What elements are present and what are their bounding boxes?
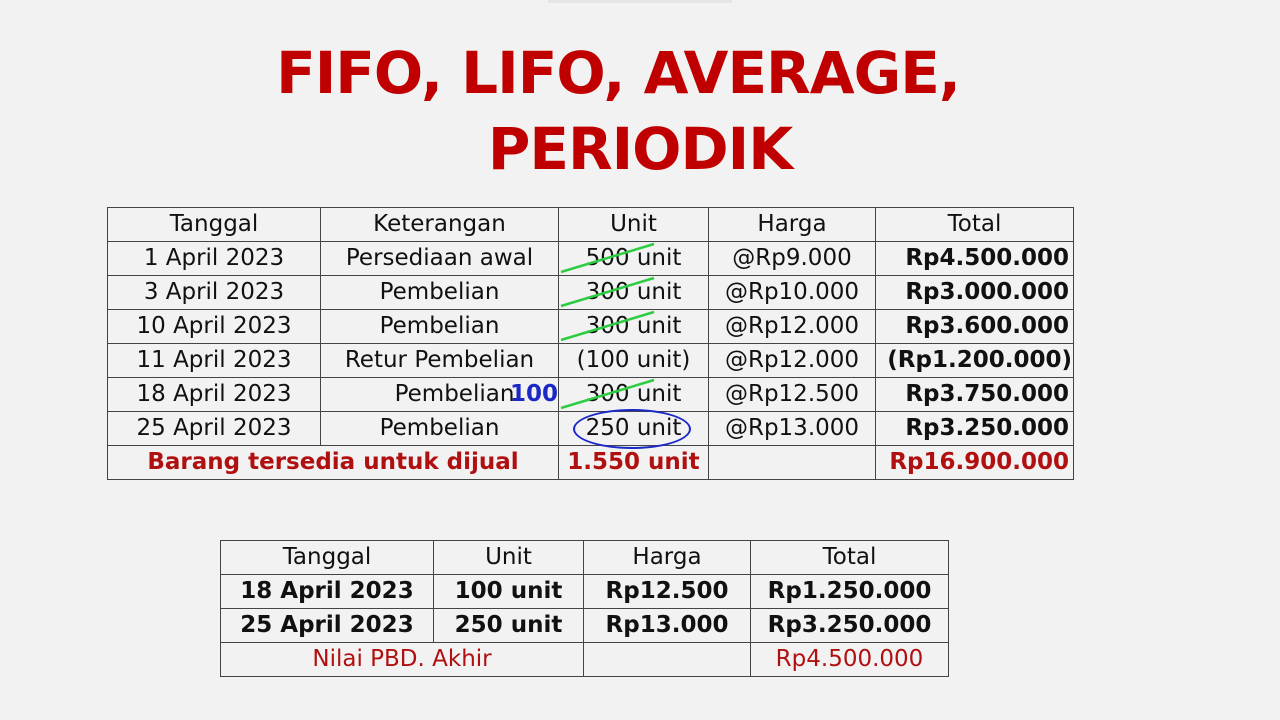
cell-harga: Rp13.000: [584, 609, 751, 643]
cell-total: Rp3.000.000: [876, 276, 1074, 310]
cell-tanggal: 18 April 2023: [221, 575, 434, 609]
cell-harga: @Rp9.000: [709, 242, 876, 276]
cell-unit: (100 unit): [559, 344, 709, 378]
table-row: [108, 276, 1074, 310]
cell-total: Rp3.250.000: [876, 412, 1074, 446]
unit-text: 300 unit: [585, 381, 682, 407]
handwritten-note: 100: [509, 381, 558, 407]
ending-inventory-table: [220, 540, 949, 677]
table-row: [108, 242, 1074, 276]
page-title-line1: FIFO, LIFO, AVERAGE,: [276, 39, 960, 107]
footer-label: Nilai PBD. Akhir: [221, 643, 584, 677]
cell-tanggal: 25 April 2023: [108, 412, 321, 446]
cell-keterangan: Retur Pembelian: [321, 344, 559, 378]
footer-harga: [709, 446, 876, 480]
unit-text: 300 unit: [585, 279, 682, 305]
cell-unit: [559, 378, 709, 412]
inventory-table: [107, 207, 1074, 480]
ending-inventory-header: [221, 541, 949, 575]
cell-harga: Rp12.500: [584, 575, 751, 609]
table-footer-row: [221, 643, 949, 677]
cell-tanggal: 11 April 2023: [108, 344, 321, 378]
header-total: Total: [751, 541, 949, 575]
cell-total: Rp3.250.000: [751, 609, 949, 643]
header-harga: Harga: [709, 208, 876, 242]
cell-keterangan: Persediaan awal: [321, 242, 559, 276]
header-tanggal: Tanggal: [108, 208, 321, 242]
cell-unit: [559, 276, 709, 310]
cell-harga: @Rp12.500: [709, 378, 876, 412]
table-row: [221, 609, 949, 643]
footer-unit: 1.550 unit: [559, 446, 709, 480]
cell-unit: [559, 242, 709, 276]
table-row: [221, 575, 949, 609]
inventory-table-header: [108, 208, 1074, 242]
cell-total: Rp3.600.000: [876, 310, 1074, 344]
footer-label: Barang tersedia untuk dijual: [108, 446, 559, 480]
unit-text: 250 unit: [585, 415, 682, 441]
cell-keterangan: Pembelian: [321, 412, 559, 446]
cell-unit: 100 unit: [434, 575, 584, 609]
cell-tanggal: 25 April 2023: [221, 609, 434, 643]
cell-harga: @Rp10.000: [709, 276, 876, 310]
keterangan-text: Pembelian: [394, 381, 515, 407]
header-tanggal: Tanggal: [221, 541, 434, 575]
table-row: [108, 310, 1074, 344]
footer-total: Rp4.500.000: [751, 643, 949, 677]
unit-text: 500 unit: [585, 245, 682, 271]
table-footer-row: [108, 446, 1074, 480]
cell-harga: @Rp12.000: [709, 310, 876, 344]
table-row: [108, 344, 1074, 378]
cell-keterangan: [321, 378, 559, 412]
cell-tanggal: 10 April 2023: [108, 310, 321, 344]
cell-harga: @Rp13.000: [709, 412, 876, 446]
cell-keterangan: Pembelian: [321, 276, 559, 310]
footer-harga: [584, 643, 751, 677]
top-edge-bar: [548, 0, 732, 3]
footer-total: Rp16.900.000: [876, 446, 1074, 480]
cell-total: (Rp1.200.000): [876, 344, 1074, 378]
cell-tanggal: 1 April 2023: [108, 242, 321, 276]
cell-unit: 250 unit: [434, 609, 584, 643]
table-row: [108, 412, 1074, 446]
header-unit: Unit: [434, 541, 584, 575]
cell-tanggal: 18 April 2023: [108, 378, 321, 412]
header-unit: Unit: [559, 208, 709, 242]
cell-total: Rp4.500.000: [876, 242, 1074, 276]
cell-harga: @Rp12.000: [709, 344, 876, 378]
page-title-line2: PERIODIK: [487, 115, 793, 183]
header-harga: Harga: [584, 541, 751, 575]
cell-total: Rp3.750.000: [876, 378, 1074, 412]
cell-tanggal: 3 April 2023: [108, 276, 321, 310]
unit-text: 300 unit: [585, 313, 682, 339]
cell-total: Rp1.250.000: [751, 575, 949, 609]
cell-unit: [559, 310, 709, 344]
cell-keterangan: Pembelian: [321, 310, 559, 344]
table-row: [108, 378, 1074, 412]
header-keterangan: Keterangan: [321, 208, 559, 242]
header-total: Total: [876, 208, 1074, 242]
cell-unit: [559, 412, 709, 446]
